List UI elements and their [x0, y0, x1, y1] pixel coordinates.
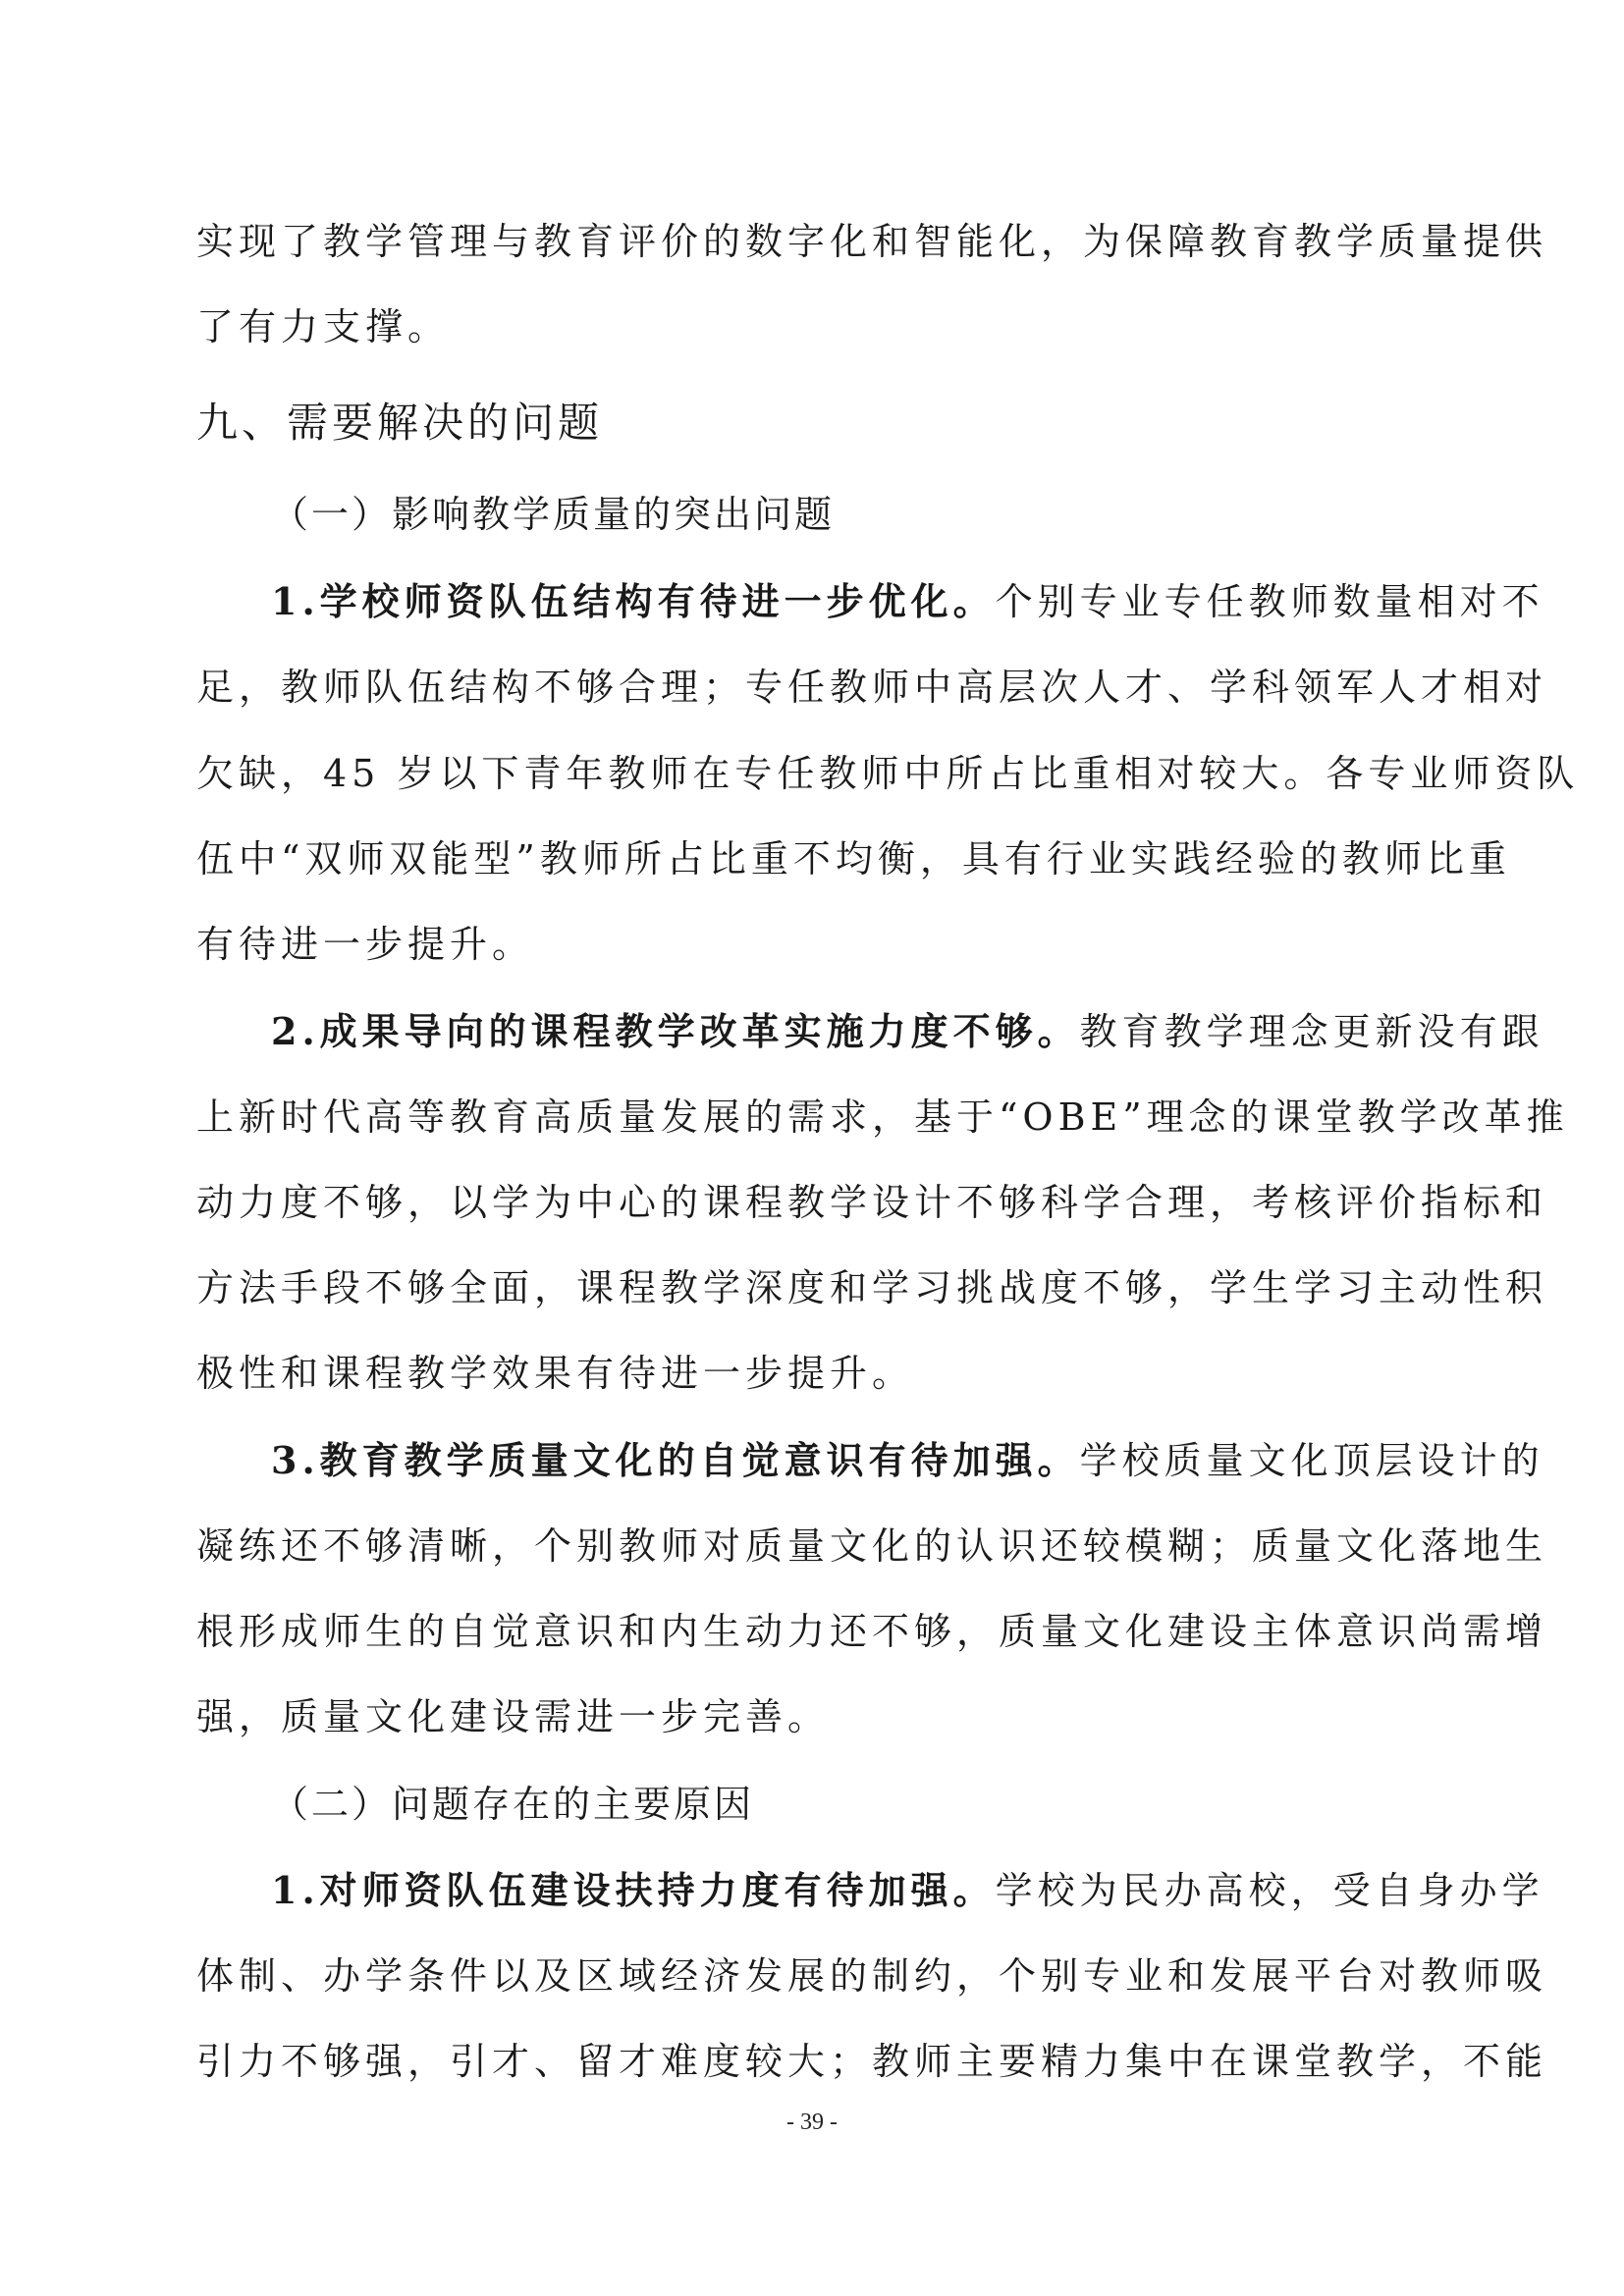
s1-item3-line-4: 强，质量文化建设需进一步完善。 — [196, 1695, 831, 1738]
s2-item1-lead: 1.对师资队伍建设扶持力度有待加强。 — [271, 1868, 996, 1912]
intro-line-1: 实现了教学管理与教育评价的数字化和智能化，为保障教育教学质量提供 — [196, 220, 1548, 263]
subsection-2-heading: （二）问题存在的主要原因 — [271, 1783, 755, 1826]
s1-item1-lead: 1.学校师资队伍结构有待进一步优化。 — [271, 579, 996, 623]
s2-item1-line-1 — [271, 1869, 1544, 1912]
s1-item3-line-2: 凝练还不够清晰，个别教师对质量文化的认识还较模糊；质量文化落地生 — [196, 1524, 1548, 1568]
s1-item1-rest: 个别专业专任教师数量相对不 — [995, 580, 1544, 623]
s1-item2-rest: 教育教学理念更新没有跟 — [1079, 1010, 1544, 1053]
s2-item1-rest: 学校为民办高校，受自身办学 — [995, 1869, 1544, 1912]
s1-item2-line-5: 极性和课程教学效果有待进一步提升。 — [196, 1352, 915, 1395]
s1-item3-rest: 学校质量文化顶层设计的 — [1079, 1439, 1544, 1482]
s1-item3-lead: 3.教育教学质量文化的自觉意识有待加强。 — [271, 1438, 1080, 1482]
s1-item2-line-2: 上新时代高等教育高质量发展的需求，基于“OBE”理念的课堂教学改革推 — [196, 1095, 1569, 1139]
s1-item2-line-3: 动力度不够，以学为中心的课程教学设计不够科学合理，考核评价指标和 — [196, 1181, 1548, 1224]
intro-line-2: 了有力支撑。 — [196, 305, 451, 348]
subsection-1-heading: （一）影响教学质量的突出问题 — [271, 493, 836, 536]
s1-item2-line-1 — [271, 1010, 1544, 1053]
s1-item1-line-3: 欠缺，45 岁以下青年教师在专任教师中所占比重相对较大。各专业师资队 — [196, 752, 1580, 795]
s1-item2-line-4: 方法手段不够全面，课程教学深度和学习挑战度不够，学生学习主动性积 — [196, 1266, 1548, 1309]
s1-item3-line-3: 根形成师生的自觉意识和内生动力还不够，质量文化建设主体意识尚需增 — [196, 1610, 1548, 1653]
page-number: - 39 - — [786, 2109, 838, 2135]
s2-item1-line-3: 引力不够强，引才、留才难度较大；教师主要精力集中在课堂教学，不能 — [196, 2040, 1548, 2083]
s1-item3-line-1 — [271, 1439, 1544, 1482]
s1-item1-line-2: 足，教师队伍结构不够合理；专任教师中高层次人才、学科领军人才相对 — [196, 666, 1548, 709]
section-heading: 九、需要解决的问题 — [196, 399, 604, 447]
s1-item2-lead: 2.成果导向的课程教学改革实施力度不够。 — [271, 1009, 1080, 1053]
s1-item1-line-5: 有待进一步提升。 — [196, 923, 535, 966]
s2-item1-line-2: 体制、办学条件以及区域经济发展的制约，个别专业和发展平台对教师吸 — [196, 1954, 1548, 1998]
s1-item1-line-4: 伍中“双师双能型”教师所占比重不均衡，具有行业实践经验的教师比重 — [196, 837, 1511, 881]
s1-item1-line-1 — [271, 580, 1544, 623]
